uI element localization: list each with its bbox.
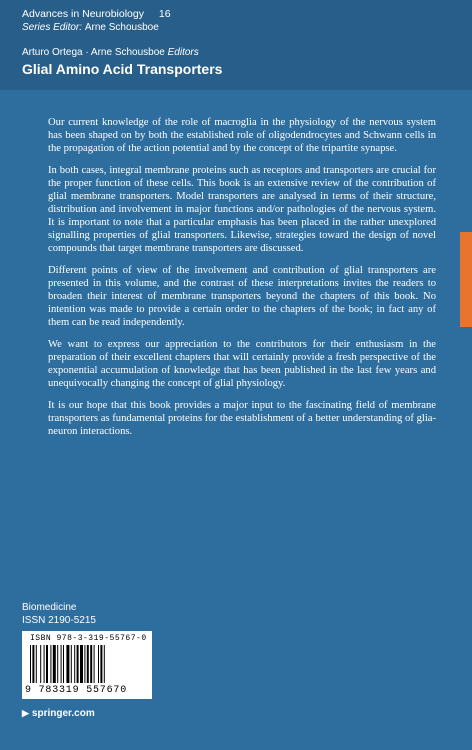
blurb-paragraph: In both cases, integral membrane proteins such as receptors and transporters are crucial for the proper function of these cells. This book is an extensive review of the contribution of glial membrane transporters. Model transporters are analysed in terms of their structure, distribution and involvement in major functions and/or pathologies of the nervous system. It is important to note that a particular emphasis has been placed in the rather unexplored signalling properties of glial transporters. Likewise, strategies toward the design of novel compounds that target membrane transporters are discussed. xyxy=(48,165,436,254)
blurb-paragraph: We want to express our appreciation to the contributors for their enthusiasm in the preparation of their excellent chapters that will certainly provide a fresh perspective of the exponential accumulation of knowledge that has been published in the last few years and unequivocally changing the concept of glial physiology. xyxy=(48,339,436,389)
book-editors xyxy=(22,47,199,58)
publisher-link[interactable] xyxy=(22,708,95,719)
series-name: Advances in Neurobiology xyxy=(22,8,144,20)
publisher-url: springer.com xyxy=(31,708,95,719)
barcode xyxy=(22,631,152,699)
issn-label: ISSN 2190-5215 xyxy=(22,615,96,626)
blurb-paragraph: Our current knowledge of the role of macroglia in the physiology of the nervous system has been shaped on by both the established role of oligodendrocytes and Schwann cells in the propagation of the action potential and by the concept of the tripartite synapse. xyxy=(48,117,436,154)
series-editor-prefix: Series Editor: xyxy=(22,22,83,33)
blurb xyxy=(48,116,436,447)
subject-label: Biomedicine xyxy=(22,602,77,613)
series-line xyxy=(22,8,171,21)
spine-accent-tab xyxy=(460,232,472,327)
series-editor-name: Arne Schousboe xyxy=(84,22,159,33)
blurb-paragraph: Different points of view of the involvement and contribution of glial transporters are presented in this volume, and the contrast of these interpretations invites the readers to broaden their interest of membrane transporters beyond the chapters of this book. No intention was made to provide a certain order to the chapters of the book; in fact any of them can be read independently. xyxy=(48,265,436,328)
barcode-digits: 9 783319 557670 xyxy=(25,685,128,696)
editor-role: Editors xyxy=(167,47,199,58)
editor-names: Arturo Ortega · Arne Schousboe xyxy=(22,47,165,58)
blurb-paragraph: It is our hope that this book provides a major input to the fascinating field of membrane transporters as fundamental proteins for the establishment of a better understanding of glia-neuron interactions. xyxy=(48,400,436,437)
barcode-isbn: ISBN 978-3-319-55767-0 xyxy=(30,634,147,643)
barcode-bars xyxy=(30,645,144,683)
book-title: Glial Amino Acid Transporters xyxy=(22,61,223,77)
series-editor xyxy=(22,22,159,33)
arrow-icon: ▶ xyxy=(22,708,29,718)
series-number: 16 xyxy=(158,8,171,20)
